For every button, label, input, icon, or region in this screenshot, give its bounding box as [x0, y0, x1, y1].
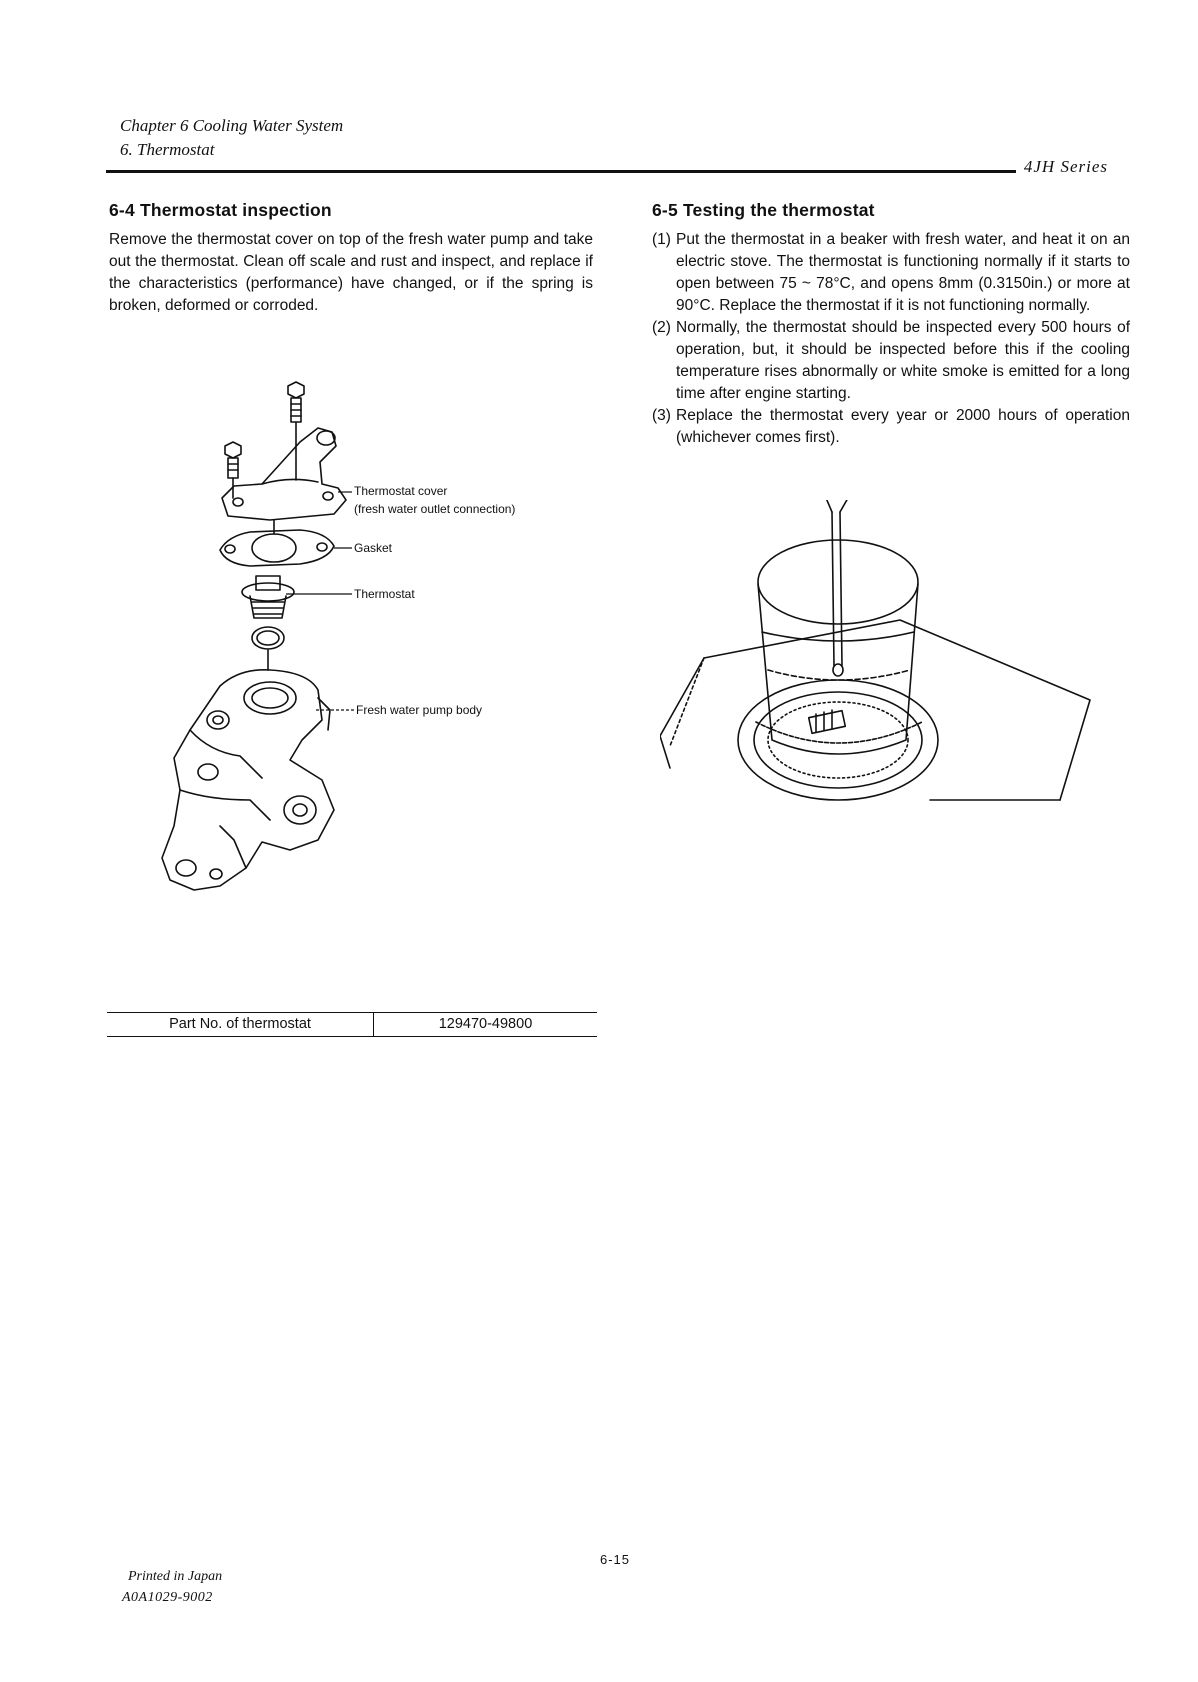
step-text: Normally, the thermostat should be inspected every 500 hours of operation, but, it should be inspected before this if the cooling temperature rises abnormally or white smoke is emitted for a long time after engine starting.: [676, 319, 1130, 402]
table-row: [107, 1013, 597, 1037]
step-number: (1): [652, 231, 671, 248]
step-number: (2): [652, 319, 671, 336]
page-number: 6-15: [600, 1552, 631, 1567]
label-thermostat-cover: Thermostat cover: [354, 484, 448, 498]
pump-body-part: [162, 670, 334, 890]
series-label: 4JH Series: [1023, 157, 1108, 176]
left-column: [109, 200, 593, 317]
header-rule: [106, 170, 1016, 173]
step-number: (3): [652, 407, 671, 424]
chapter-title: Chapter 6 Cooling Water System: [120, 116, 344, 135]
thermostat-part: [242, 576, 294, 618]
label-gasket: Gasket: [354, 541, 393, 555]
bolt-left: [225, 442, 241, 498]
step-item: [652, 229, 1130, 317]
section-title: 6. Thermostat: [120, 140, 215, 159]
label-cover-note: (fresh water outlet connection): [354, 502, 516, 516]
electric-stove: [660, 620, 1090, 800]
gasket-part: [220, 520, 334, 566]
step-item: [652, 317, 1130, 405]
inspection-heading: 6-4 Thermostat inspection: [109, 200, 332, 220]
document-code: A0A1029-9002: [122, 1590, 213, 1605]
thermostat-cover: [222, 428, 346, 520]
step-text: Put the thermostat in a beaker with fresh water, and heat it on an electric stove. The thermostat is functioning normally if it starts to open between 75 ~ 78°C, and opens 8mm (0.3150in.) or more at 90°C. Replace the thermostat if it is not functioning normally.: [676, 231, 1130, 314]
beaker-test-illustration: [660, 500, 1120, 860]
thermostat-in-beaker: [809, 710, 846, 733]
thermometer: [826, 500, 848, 676]
step-item: [652, 405, 1130, 449]
beaker: [758, 540, 918, 754]
step-text: Replace the thermostat every year or 2000 hours of operation (whichever comes first).: [676, 407, 1130, 446]
part-label-cell: Part No. of thermostat: [107, 1013, 374, 1037]
printed-in-note: Printed in Japan: [128, 1569, 223, 1584]
right-column: [652, 200, 1130, 449]
thermostat-exploded-diagram: [150, 380, 600, 960]
testing-steps: [652, 229, 1130, 449]
parts-number-table: [107, 1012, 597, 1037]
label-pump-body: Fresh water pump body: [356, 703, 483, 717]
part-number-cell: 129470-49800: [374, 1013, 598, 1037]
label-thermostat: Thermostat: [354, 587, 415, 601]
inspection-text: Remove the thermostat cover on top of the fresh water pump and take out the thermostat. Clean off scale and rust and inspect, and replace if the characteristics (performance) have changed, or if the spring is broken, deformed or corroded.: [109, 231, 593, 314]
testing-heading: 6-5 Testing the thermostat: [652, 200, 875, 220]
